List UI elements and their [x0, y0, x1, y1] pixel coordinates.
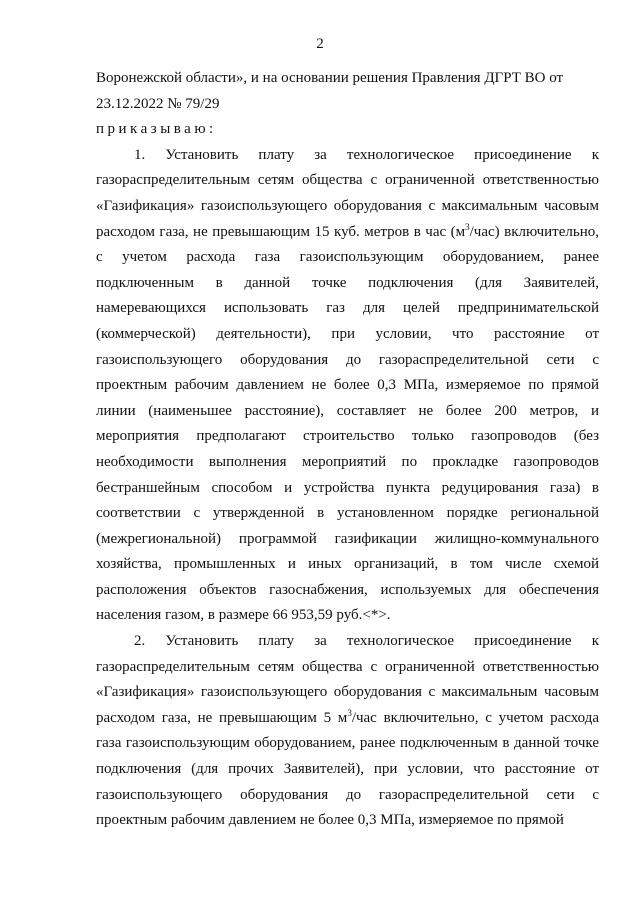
item-2-text-cont: /час включительно, с учетом расхода газа газоиспользующим оборудованием, ранее подключенным в данной точке подключения (для прочих Заявителей), при условии, что расстояние от газоиспользующего оборудования до газораспределительной сети с проектным рабочим давлением не более 0,3 МПа, измеряемое по прямой: [96, 709, 600, 829]
item-2-text: 2. Установить плату за технологическое присоединение к газораспределительным сетям общества с ограниченной ответственностью «Газификация» газоиспользующего оборудования с максимальным часовым расходом газа, не превышающим 5 м: [96, 633, 599, 726]
intro-line-2: 23.12.2022 № 79/29: [96, 95, 220, 112]
page-number: 2: [316, 36, 324, 52]
paragraph-item-2: [96, 629, 599, 834]
item-2-superscript: 3: [347, 707, 352, 718]
item-1-text-cont: /час) включительно, с учетом расхода газа газоиспользующим оборудованием, ранее подключенным в данной точке подключения (для Заявителей, намеревающихся использовать газ для целей предпринимательской (коммерческой) деятельности), при условии, что расстояние от газоиспользующего оборудования до газораспределительной сети с проектным рабочим давлением не более 0,3 МПа, измеряемое по прямой линии (наименьшее расстояние), составляет не более 200 метров, и мероприятия предполагают строительство только газопроводов (без необходимости выполнения мероприятий по прокладке газопроводов бестраншейным способом и устройства пункта редуцирования газа) в соответствии с утвержденной в установленном порядке региональной (межрегиональной) программой газификации жилищно-коммунального хозяйства, промышленных и иных организаций, в том числе схемой расположения объектов газоснабжения, используемых для обеспечения населения газом, в размере 66 953,59 руб.<*>.: [96, 223, 599, 624]
intro-line-1: Воронежской области», и на основании решения Правления ДГРТ ВО от: [96, 70, 564, 86]
paragraph-item-1: [96, 143, 599, 629]
item-1-text: 1. Установить плату за технологическое присоединение к газораспределительным сетям общества с ограниченной ответственностью «Газификация» газоиспользующего оборудования с максимальным часовым расходом газа, не превышающим 15 куб. метров в час (м: [96, 146, 599, 240]
item-1-superscript: 3: [465, 221, 470, 232]
document-body: [96, 66, 599, 834]
order-word: приказываю:: [96, 121, 217, 138]
